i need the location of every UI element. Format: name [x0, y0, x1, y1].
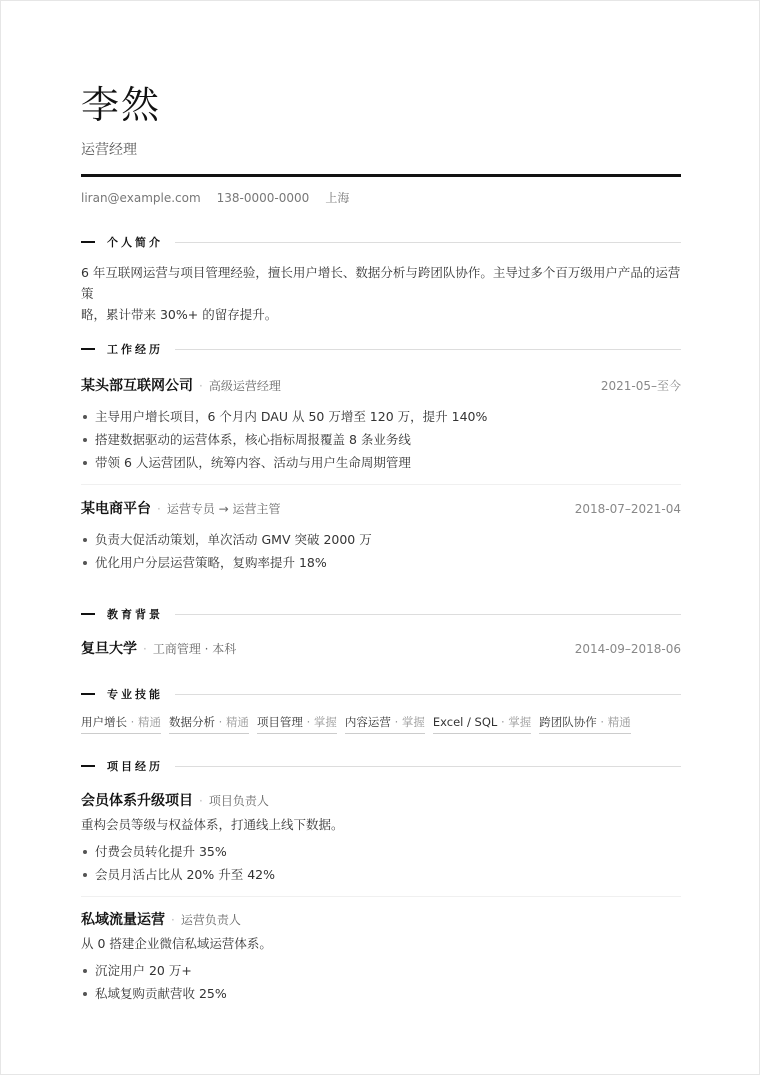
separator-dot: ·	[171, 913, 175, 927]
education-entry	[81, 638, 681, 658]
header-rule	[81, 174, 681, 177]
list-item: 私域复购贡献营收 25%	[81, 982, 681, 1005]
section-title-skills: 专业技能	[107, 688, 163, 701]
section-dash	[81, 765, 95, 767]
skill-tag	[169, 714, 249, 734]
project-description: 重构会员等级与权益体系，打通线上线下数据。	[81, 817, 344, 832]
list-item: 主导用户增长项目，6 个月内 DAU 从 50 万增至 120 万，提升 140%	[81, 405, 681, 428]
education-school: 复旦大学	[81, 641, 137, 657]
work-company: 某电商平台	[81, 501, 151, 517]
list-item: 优化用户分层运营策略，复购率提升 18%	[81, 551, 681, 574]
list-item: 负责大促活动策划，单次活动 GMV 突破 2000 万	[81, 528, 681, 551]
skill-name: 内容运营	[344, 715, 391, 729]
work-entry	[81, 375, 681, 474]
candidate-name: 李然	[81, 83, 162, 127]
contact-email: liran@example.com	[81, 191, 201, 205]
skill-level-text: 掌握	[313, 715, 337, 729]
work-company: 某头部互联网公司	[81, 378, 193, 394]
section-line	[175, 614, 681, 615]
project-bullets	[81, 840, 681, 886]
project-role: 运营负责人	[180, 913, 241, 927]
skill-name: 数据分析	[168, 715, 215, 729]
skill-level	[395, 715, 425, 729]
summary-text	[81, 262, 681, 325]
project-description: 从 0 搭建企业微信私域运营体系。	[81, 936, 272, 951]
entry-divider	[81, 896, 681, 897]
skill-tag	[433, 714, 531, 734]
list-item: 沉淀用户 20 万+	[81, 959, 681, 982]
section-line	[175, 242, 681, 243]
skill-level-text: 精通	[137, 715, 161, 729]
entry-divider	[81, 484, 681, 485]
skill-name: Excel / SQL	[432, 715, 498, 729]
work-bullets	[81, 528, 681, 574]
separator-dot: ·	[143, 642, 147, 656]
work-date: 2018-07–2021-04	[574, 502, 681, 516]
section-header-education	[81, 606, 681, 622]
education-detail: 工商管理 · 本科	[152, 642, 237, 656]
list-item: 会员月活占比从 20% 升至 42%	[81, 863, 681, 886]
section-title-summary: 个人简介	[107, 236, 163, 249]
separator-dot: ·	[394, 715, 399, 729]
project-entry	[81, 790, 681, 886]
section-title-projects: 项目经历	[107, 760, 163, 773]
skill-level	[307, 715, 337, 729]
candidate-title: 运营经理	[81, 142, 137, 158]
work-entry	[81, 498, 681, 574]
separator-dot: ·	[157, 502, 161, 516]
list-item: 搭建数据驱动的运营体系，核心指标周报覆盖 8 条业务线	[81, 428, 681, 451]
separator-dot: ·	[199, 794, 203, 808]
skill-level-text: 掌握	[508, 715, 532, 729]
skill-level-text: 精通	[225, 715, 249, 729]
separator-dot: ·	[500, 715, 505, 729]
skill-tag	[539, 714, 630, 734]
skill-name: 项目管理	[256, 715, 303, 729]
skill-tag	[257, 714, 337, 734]
section-dash	[81, 693, 95, 695]
work-date: 2021-05–至今	[600, 379, 681, 393]
list-item: 带领 6 人运营团队，统筹内容、活动与用户生命周期管理	[81, 451, 681, 474]
project-entry	[81, 909, 681, 1005]
project-bullets	[81, 959, 681, 1005]
section-title-work: 工作经历	[107, 343, 163, 356]
section-header-skills	[81, 686, 681, 702]
section-dash	[81, 613, 95, 615]
work-bullets	[81, 405, 681, 474]
resume-content	[81, 83, 681, 1005]
work-role: 运营专员 → 运营主管	[166, 502, 281, 516]
project-header	[81, 790, 681, 810]
contact-line	[81, 191, 681, 205]
separator-dot: ·	[218, 715, 223, 729]
separator-dot: ·	[600, 715, 605, 729]
project-role: 项目负责人	[208, 794, 269, 808]
skill-name: 用户增长	[81, 715, 127, 729]
contact-phone: 138-0000-0000	[216, 191, 310, 205]
summary-line-1: 6 年互联网运营与项目管理经验，擅长用户增长、数据分析与跨团队协作。主导过多个百万级用户产品的运营策	[81, 265, 681, 301]
separator-dot: ·	[199, 379, 203, 393]
contact-location: 上海	[325, 191, 350, 205]
section-title-education: 教育背景	[107, 608, 163, 621]
skill-level-text: 掌握	[401, 715, 425, 729]
separator-dot: ·	[306, 715, 311, 729]
education-date: 2014-09–2018-06	[574, 642, 681, 656]
skill-level	[131, 715, 161, 729]
skill-level	[219, 715, 249, 729]
section-dash	[81, 348, 95, 350]
section-header-projects	[81, 758, 681, 774]
project-name: 会员体系升级项目	[81, 793, 193, 809]
work-entry-header	[81, 498, 681, 518]
list-item: 付费会员转化提升 35%	[81, 840, 681, 863]
section-line	[175, 766, 681, 767]
skill-level	[501, 715, 531, 729]
section-header-summary	[81, 234, 681, 250]
skill-tag	[345, 714, 425, 734]
skill-level	[600, 715, 630, 729]
section-dash	[81, 241, 95, 243]
project-name: 私域流量运营	[81, 912, 165, 928]
section-line	[175, 349, 681, 350]
work-entry-header	[81, 375, 681, 395]
project-header	[81, 909, 681, 929]
skill-level-text: 精通	[607, 715, 631, 729]
skill-tag	[81, 714, 161, 734]
section-header-work	[81, 341, 681, 357]
section-line	[175, 694, 681, 695]
skills-list	[81, 714, 681, 734]
work-role: 高级运营经理	[208, 379, 281, 393]
summary-line-2: 略，累计带来 30%+ 的留存提升。	[81, 307, 278, 322]
separator-dot: ·	[130, 715, 135, 729]
skill-name: 跨团队协作	[539, 715, 597, 729]
